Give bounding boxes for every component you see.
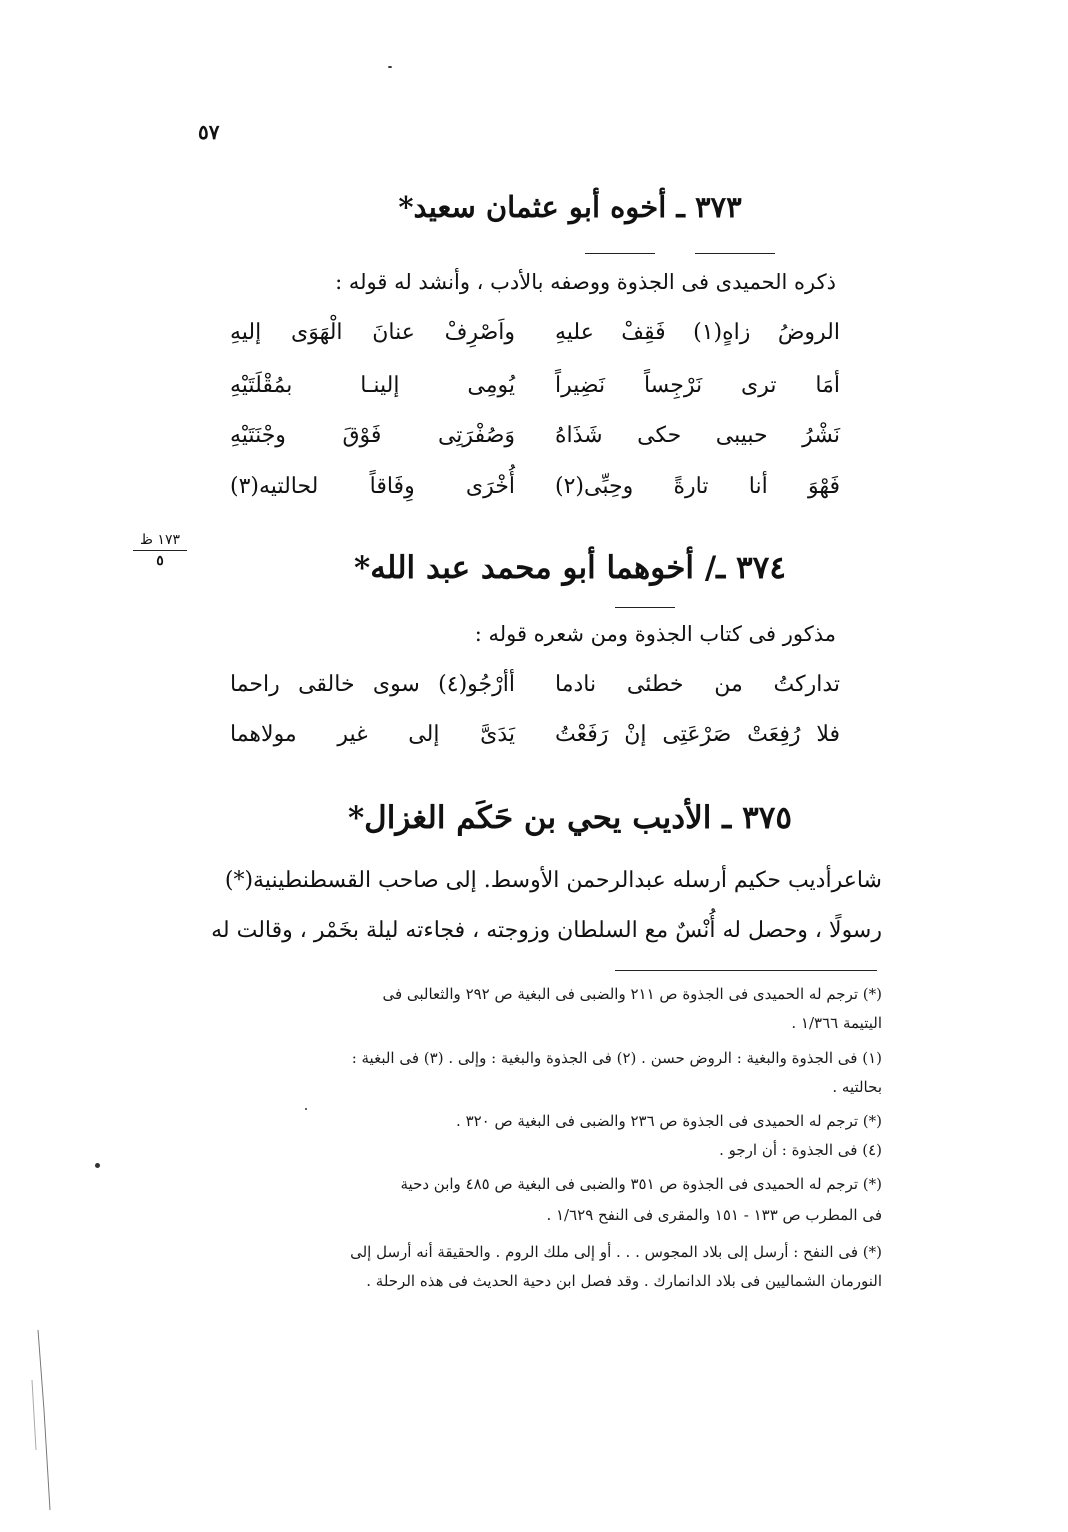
footnote-line: (١) فى الجذوة والبغية : الروض حسن . (٢) فى الجذوة والبغية : وإلى . (٣) فى البغية : (351, 1049, 882, 1067)
entry-375-body-line: رسولًا ، وحصل له أُنْسٌ مع السلطان وزوجته ، فجاءته ليلة بخَمْر ، وقالت له (211, 918, 882, 943)
entry-375-heading: ٣٧٥ ـ الأديب يحي بن حَكَم الغزال* (347, 800, 793, 836)
verse-second-hemistich: وَصُفْرَتِى فَوْقَ وجْنَتَيْهِ (230, 423, 515, 448)
entry-374-heading: ٣٧٤ ـ/ أخوهما أبو محمد عبد الله* (354, 550, 786, 586)
verse-second-hemistich: يُومِى إلينـا بمُقْلَتَيْهِ (230, 373, 515, 398)
verse-second-hemistich: يَدَىَّ إلى غير مولاهما (230, 722, 515, 747)
footnote-line: (*) ترجم له الحميدى فى الجذوة ص ٢٣٦ والضبى فى البغية ص ٣٢٠ . (456, 1112, 882, 1130)
verse-second-hemistich: واَصْرِفْ عنانَ الْهَوَى إليهِ (230, 320, 515, 345)
verse-first-hemistich: أمَا ترى نَرْجِساً نَضِيراً (555, 373, 840, 398)
verse-first-hemistich: فَهْوَ أنا تارةً وحِبِّى(٢) (555, 474, 840, 499)
heading-rule (585, 253, 655, 254)
entry-373-heading: ٣٧٣ ـ أخوه أبو عثمان سعيد* (398, 190, 742, 224)
footnote-line: فى المطرب ص ١٣٣ - ١٥١ والمقرى فى النفح ١/٦٢٩ . (546, 1206, 882, 1224)
verse-first-hemistich: فلا رُفِعَتْ صَرْعَتِى إنْ رَفَعْتُ (555, 722, 840, 747)
verse-first-hemistich: الروضُ زاهٍ(١) فَقِفْ عليهِ (555, 320, 840, 345)
footnote-line: (*) ترجم له الحميدى فى الجذوة ص ٣٥١ والضبى فى البغية ص ٤٨٥ وابن دحية (400, 1175, 882, 1193)
entry-373-intro: ذكره الحميدى فى الجذوة ووصفه بالأدب ، وأنشد له قوله : (335, 270, 836, 294)
heading-rule (695, 253, 775, 254)
margin-folio-sub: ٥ (156, 553, 164, 569)
verse-line (230, 672, 840, 712)
verse-line (230, 722, 840, 762)
verse-line (230, 474, 840, 514)
verse-first-hemistich: نَشْرُ حبيبى حكى شَذَاهُ (555, 423, 840, 448)
scan-edge-mark (20, 1320, 70, 1520)
footnote-line: النورمان الشماليين فى بلاد الدانمارك . وقد فصل ابن دحية الحديث فى هذه الرحلة . (366, 1272, 882, 1290)
verse-second-hemistich: أأرْجُو(٤) سوى خالقى راحما (230, 672, 515, 697)
heading-rule (615, 607, 675, 608)
verse-line (230, 423, 840, 463)
entry-375-body-line: شاعرأديب حكيم أرسله عبدالرحمن الأوسط. إلى صاحب القسطنطينية(*) (224, 868, 882, 893)
margin-folio-note (125, 532, 195, 569)
page-number: ٥٧ (198, 120, 220, 144)
footnote-line: (*) ترجم له الحميدى فى الجذوة ص ٢١١ والضبى فى البغية ص ٢٩٢ والثعالبى فى (382, 985, 882, 1003)
footnote-line: (*) فى النفح : أرسل إلى بلاد المجوس . . . أو إلى ملك الروم . والحقيقة أنه أرسل إلى (350, 1243, 882, 1261)
verse-first-hemistich: تداركتُ من خطئى نادما (555, 672, 840, 697)
footnote-line: بحالتيه . (832, 1078, 882, 1096)
margin-folio-ref: ١٧٣ ظ (140, 532, 180, 548)
verse-second-hemistich: أُخْرَى وِفَاقاً لحالتيه(٣) (230, 474, 515, 499)
entry-374-intro: مذكور فى كتاب الجذوة ومن شعره قوله : (474, 622, 836, 646)
footnote-separator (615, 970, 877, 971)
footnote-line: (٤) فى الجذوة : أن ارجو . (719, 1141, 882, 1159)
footnote-line: اليتيمة ١/٣٦٦ . (791, 1014, 882, 1032)
verse-line (230, 373, 840, 413)
verse-line (230, 320, 840, 360)
